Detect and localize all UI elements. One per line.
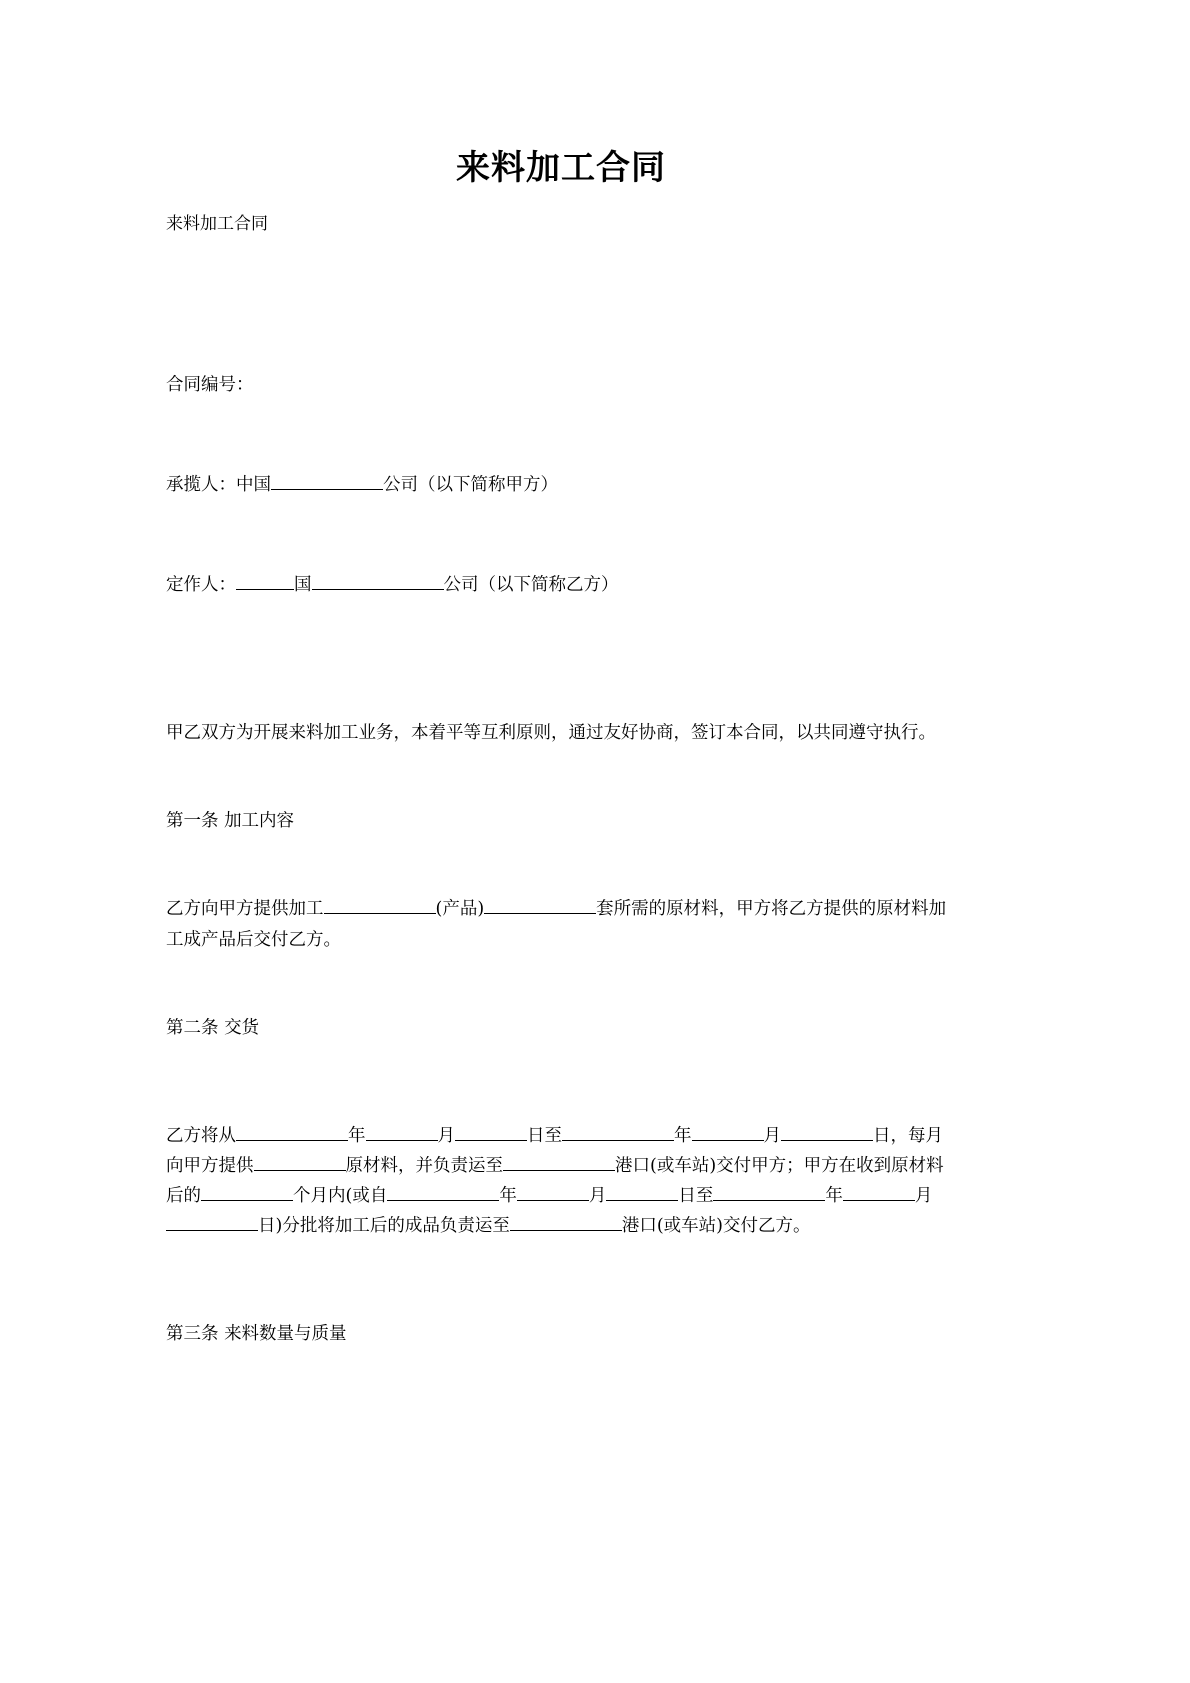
section-2-part-3: 月 [437,1125,455,1146]
spacer [166,836,956,894]
spacer [166,500,956,570]
section-2-part-17: 港口(或车站)交付乙方。 [621,1216,811,1237]
return-start-day-blank [606,1183,678,1201]
party-a-prefix: 承揽人：中国 [166,475,271,496]
contract-number-label: 合同编号： [166,374,254,395]
product-name-blank [324,897,436,915]
section-1-part-3: 套所需的原材料，甲方将乙方提供的原材料加工成产品后交付乙方。 [166,899,947,950]
section-2-part-9: 港口(或车站)交付甲方；甲方在收到原材料后的 [166,1155,944,1206]
section-2-part-5: 年 [674,1125,692,1146]
party-b-mid: 国 [294,575,312,596]
document-content [166,0,956,1349]
section-2-part-4: 日至 [527,1125,562,1146]
section-2-part-10: 个月内(或自 [293,1185,388,1206]
spacer [166,238,956,370]
spacer [166,1043,956,1121]
section-2-part-14: 年 [825,1185,843,1206]
section-2-part-2: 年 [348,1125,366,1146]
party-a-suffix: 公司（以下简称甲方） [383,475,558,496]
section-1-part-2: (产品) [435,899,485,920]
return-end-day-blank [166,1213,258,1231]
page-title: 来料加工合同 [456,148,666,188]
section-2-part-6: 月 [763,1125,781,1146]
party-a-line [166,470,956,500]
section-1-body [166,894,956,954]
section-1-part-1: 乙方向甲方提供加工 [166,899,324,920]
return-end-month-blank [843,1183,915,1201]
section-2-part-11: 年 [499,1185,517,1206]
section-2-part-16: 日)分批将加工后的成品负责运至 [258,1216,510,1237]
section-2-part-8: 原材料，并负责运至 [345,1155,503,1176]
section-1-heading: 第一条 加工内容 [166,811,295,832]
end-day-blank [781,1123,873,1141]
spacer [166,955,956,1013]
party-b-country-blank [236,573,294,591]
spacer [166,1241,956,1319]
document-subtitle: 来料加工合同 [166,213,268,234]
processing-months-blank [201,1183,293,1201]
delivery-port-b-blank [510,1213,622,1231]
end-month-blank [692,1123,764,1141]
section-2-part-12: 月 [588,1185,607,1206]
section-2-part-7: 日，每月向甲方提供 [166,1125,943,1176]
section-2-body [166,1121,956,1241]
spacer [166,400,956,470]
section-2-part-1: 乙方将从 [166,1125,236,1146]
party-b-name-blank [312,573,444,591]
start-month-blank [366,1123,438,1141]
section-2-heading: 第二条 交货 [166,1017,260,1038]
start-year-blank [236,1123,348,1141]
return-end-year-blank [713,1183,825,1201]
delivery-port-a-blank [503,1153,615,1171]
party-a-name-blank [271,472,383,490]
end-year-blank [562,1123,674,1141]
section-2-part-13: 日至 [678,1185,714,1206]
party-b-prefix: 定作人： [166,575,236,596]
spacer [166,600,956,718]
return-start-year-blank [387,1183,499,1201]
return-start-month-blank [517,1183,589,1201]
section-2-part-15: 月 [914,1185,933,1206]
monthly-material-blank [254,1153,346,1171]
section-3-heading: 第三条 来料数量与质量 [166,1324,347,1345]
preamble-paragraph: 甲乙双方为开展来料加工业务，本着平等互利原则，通过友好协商，签订本合同，以共同遵守执行。 [166,723,936,744]
product-quantity-blank [484,897,596,915]
spacer [166,748,956,806]
party-b-suffix: 公司（以下简称乙方） [443,575,619,596]
start-day-blank [455,1123,527,1141]
party-b-line [166,570,956,600]
